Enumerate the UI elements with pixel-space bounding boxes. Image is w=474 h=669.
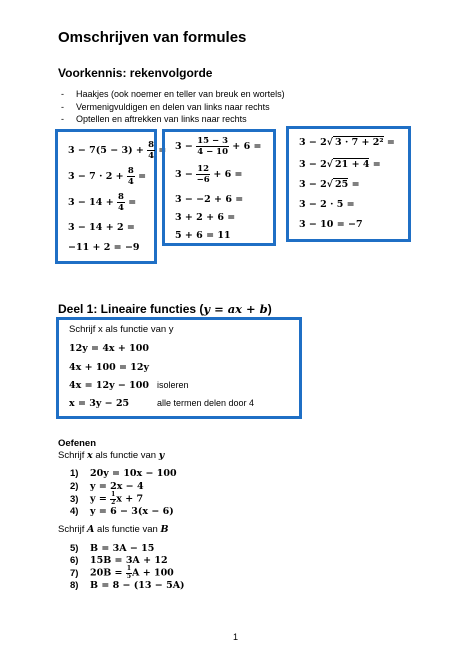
- exercise-intro: Schrijf A als functie van B: [58, 524, 169, 535]
- page-number: 1: [233, 632, 239, 642]
- example-box-1: [55, 129, 167, 264]
- equation-line: 3 − 2√ 21 + 4 =: [299, 159, 381, 170]
- equation-line: x = 3y − 25: [69, 398, 130, 409]
- exercise-item: 1) 20y = 10x − 100: [70, 468, 177, 479]
- equation-line: 3 − 2√ 3 · 7 + 2² =: [299, 137, 395, 148]
- equation-line: −11 + 2 = −9: [68, 242, 140, 253]
- list-item: - Vermenigvuldigen en delen van links naar rechts: [58, 101, 285, 114]
- exercise-item: 6) 15B = 3A + 12: [70, 555, 168, 566]
- exercise-item: 7) 20B = $\frac{1}{5}$ A + 100: [70, 565, 174, 580]
- voorkennis-heading: Voorkennis: rekenvolgorde: [58, 66, 213, 80]
- step-note: isoleren: [157, 380, 189, 390]
- box-intro: Schrijf x als functie van y: [69, 324, 174, 335]
- voorkennis-list: [58, 88, 285, 126]
- equation-line: 3 − 7 · 2 + $\frac{8}{4}$ =: [68, 166, 147, 187]
- equation-line: 4x + 100 = 12y: [69, 362, 149, 373]
- step-note: alle termen delen door 4: [157, 398, 255, 408]
- equation-line: 5 + 6 = 11: [175, 230, 231, 241]
- oefenen-heading: Oefenen: [58, 438, 97, 449]
- exercise-item: 8) B = 8 − (13 − 5A): [70, 580, 185, 591]
- equation-line: 3 − −2 + 6 =: [175, 194, 244, 205]
- equation-line: 3 − 10 = −7: [299, 219, 363, 230]
- equation-line: 3 − $\frac{12}{-6}$ + 6 =: [175, 164, 243, 185]
- list-item: - Haakjes (ook noemer en teller van breuk en wortels): [58, 88, 285, 101]
- equation-line: 3 − 2√ 25 =: [299, 179, 360, 190]
- equation-line: 3 + 2 + 6 =: [175, 212, 236, 223]
- exercise-item: 4) y = 6 − 3(x − 6): [70, 506, 174, 517]
- exercise-item: 2) y = 2x − 4: [70, 481, 144, 492]
- example-box-3: [286, 126, 411, 242]
- list-item: - Optellen en aftrekken van links naar rechts: [58, 113, 285, 126]
- page-title: Omschrijven van formules: [58, 29, 247, 46]
- equation-line: 12y = 4x + 100: [69, 343, 149, 354]
- equation-line: 3 − 7(5 − 3) + $\frac{8}{4}$ =: [68, 140, 167, 161]
- deel1-heading: Deel 1: Lineaire functies (y = ax + b): [58, 302, 272, 316]
- example-box-2: [162, 129, 276, 246]
- equation-line: 3 − $\frac{15 - 3}{4 - 10}$ + 6 =: [175, 136, 262, 157]
- deel1-box: [56, 317, 302, 419]
- equation-line: 3 − 2 · 5 =: [299, 199, 355, 210]
- equation-line: 3 − 14 + 2 =: [68, 222, 135, 233]
- exercise-item: 3) y = $\frac{1}{2}$ x + 7: [70, 491, 144, 506]
- exercise-intro: Schrijf x als functie van y: [58, 450, 165, 461]
- equation-line: 4x = 12y − 100: [69, 380, 149, 391]
- equation-line: 3 − 14 + $\frac{8}{4}$ =: [68, 192, 137, 213]
- exercise-item: 5) B = 3A − 15: [70, 543, 155, 554]
